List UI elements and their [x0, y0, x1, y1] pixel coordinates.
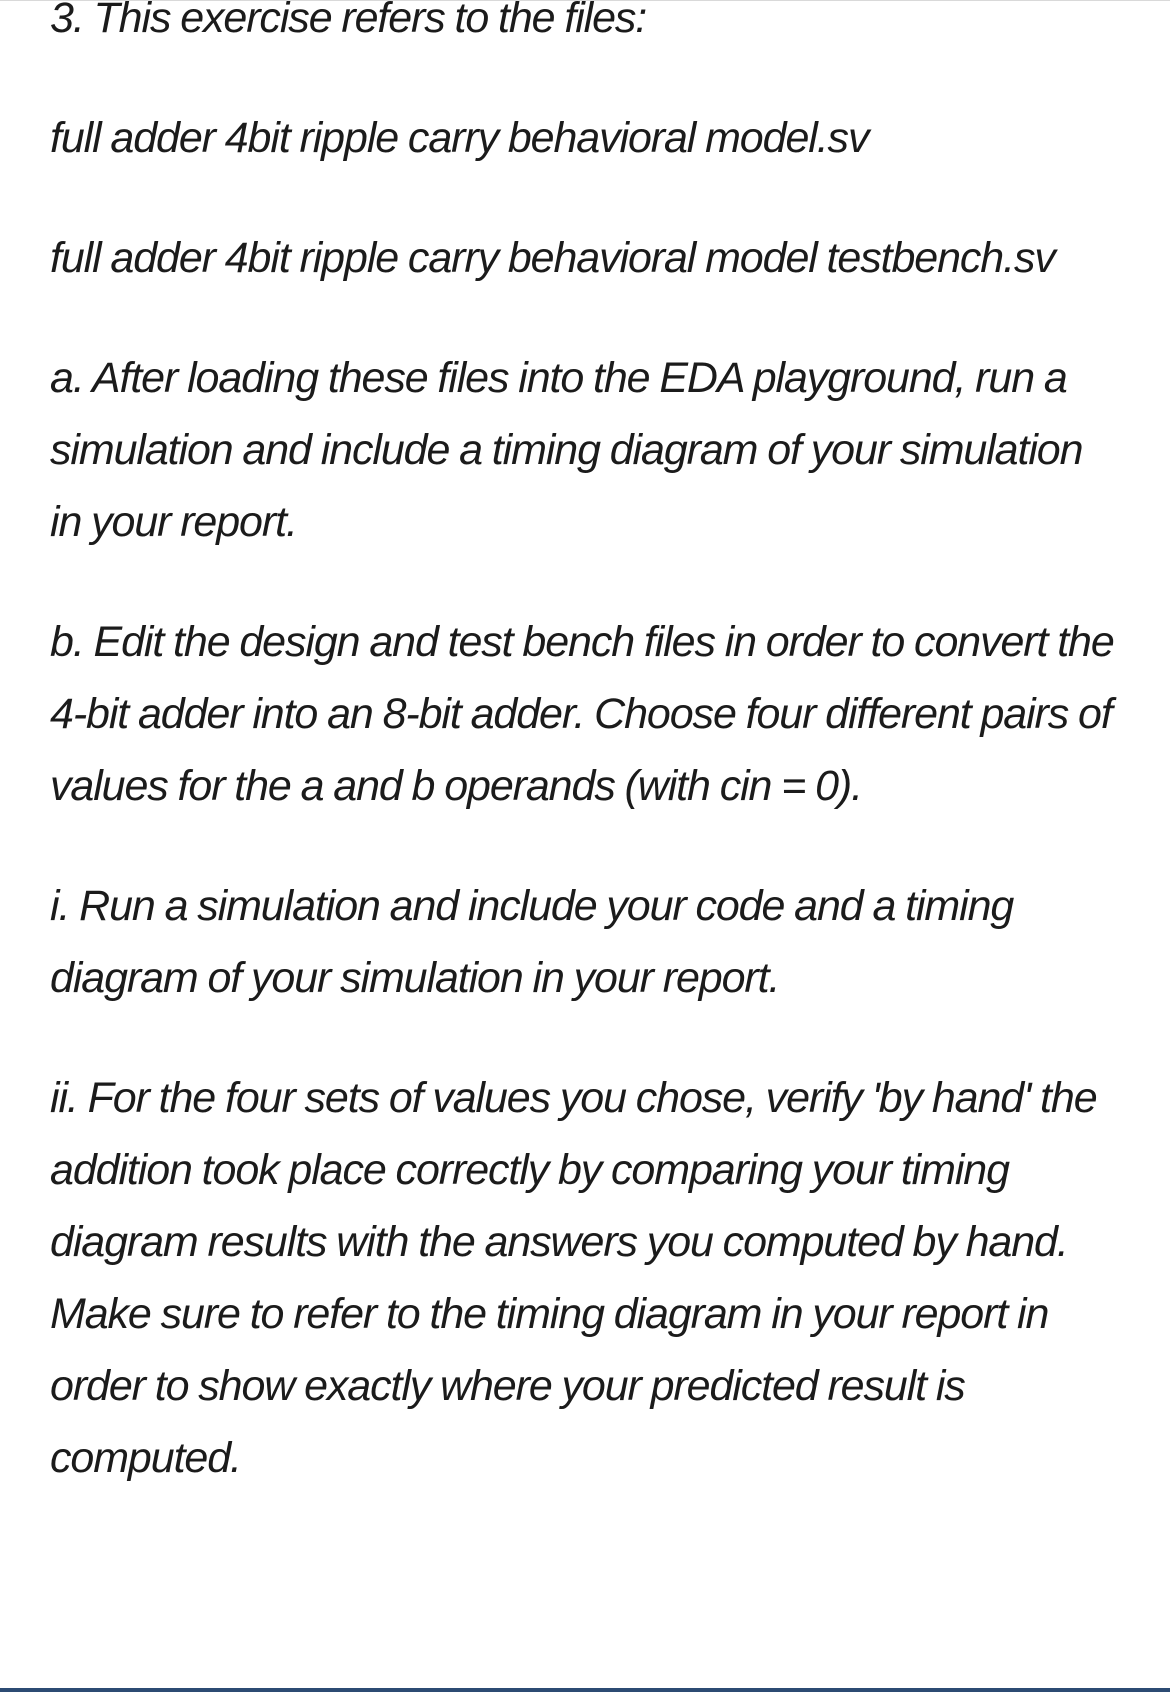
- instruction-a: a. After loading these files into the EDA playground, run a simulation and include a timing diagram of your simulation in your report.: [50, 354, 1083, 546]
- instruction-b-ii: ii. For the four sets of values you chose, verify 'by hand' the addition took place correctly by comparing your timing diagram results with the answers you computed by hand. Make sure to refer to the timing diagram in your report in order to show exactly where your predicted result is computed.: [50, 1074, 1097, 1482]
- file-name-testbench: full adder 4bit ripple carry behavioral model testbench.sv: [50, 234, 1055, 282]
- bottom-divider: [0, 1688, 1170, 1692]
- instruction-b: b. Edit the design and test bench files in order to convert the 4-bit adder into an 8-bit adder. Choose four different pairs of values for the a and b operands (with cin = 0).: [50, 618, 1114, 810]
- exercise-heading: 3. This exercise refers to the files:: [50, 0, 647, 42]
- instruction-b-i: i. Run a simulation and include your code and a timing diagram of your simulation in your report.: [50, 882, 1014, 1002]
- document-body: [50, 0, 1120, 1542]
- file-name-design: full adder 4bit ripple carry behavioral model.sv: [50, 114, 869, 162]
